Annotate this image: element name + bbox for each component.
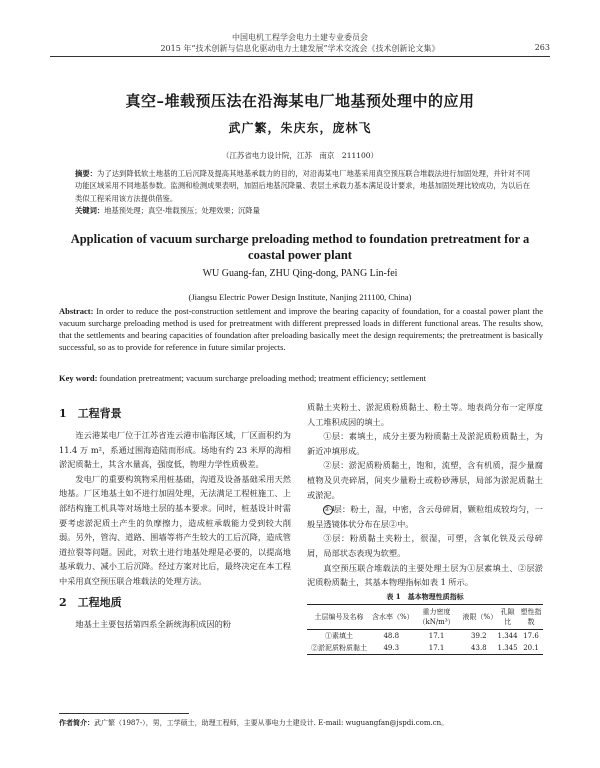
right-column <box>307 400 543 655</box>
table-cell: 20.1 <box>519 642 543 655</box>
table-header-cell: 孔隙比 <box>496 604 519 629</box>
table-row <box>307 629 543 642</box>
table-header-cell: 土层编号及名称 <box>307 604 371 629</box>
footnote-text: 武广繁（1987-），男，工学硕士，助理工程师，主要从事电力土建设计. E-mail: wuguangfan@jspdi.com.cn。 <box>94 719 449 727</box>
section-2-paragraph-1-start: 地基土主要包括第四系全新统海积成因的粉 <box>75 618 231 629</box>
table-header-cell: 塑性指数 <box>519 604 543 629</box>
table-cell: 17.1 <box>412 642 462 655</box>
abstract-cn <box>75 168 530 217</box>
table-header-row <box>307 604 543 629</box>
table-cell: 49.3 <box>371 642 412 655</box>
header-rule <box>50 56 550 57</box>
layer-2-1-text: 层：粉土，湿，中密，含云母碎屑，颗粒组成较均匀，一般呈透镜体状分布在层②中。 <box>307 504 543 529</box>
table-cell: ②淤泥质粉质黏土 <box>307 642 371 655</box>
table-1-caption: 表 1 基本物理性质指标 <box>386 591 464 601</box>
table-cell: 17.6 <box>519 629 543 642</box>
table-header-cell: 液限（%） <box>462 604 497 629</box>
abstract-en-label: Abstract: <box>59 306 94 316</box>
keywords-cn-text: 地基预处理；真空-堆载预压；处理效果；沉降量 <box>104 205 260 215</box>
section-2-paragraph-last: 真空预压联合堆载法的主要处理土层为①层素填土、②层淤泥质粉质黏土，其基本物理指标如表 1 所示。 <box>307 562 543 588</box>
paper-title-cn: 真空–堆载预压法在沿海某电厂地基预处理中的应用 <box>125 92 475 110</box>
author-footnote <box>59 718 549 728</box>
table-header-cell: 含水率（%） <box>371 604 412 629</box>
footnote-rule <box>59 713 189 714</box>
layer-2-1-marker: ②-1 <box>324 506 336 514</box>
table-cell: 1.344 <box>496 629 519 642</box>
table-row <box>307 642 543 655</box>
footnote-label: 作者简介： <box>59 718 94 727</box>
keywords-en <box>59 373 543 383</box>
layer-1-description: ①层：素填土，成分主要为粉质黏土及淤泥质粉质黏土，为新近冲填形成。 <box>307 431 543 456</box>
table-header-cell: 重力密度（kN/m³） <box>412 604 462 629</box>
layer-3-description: ③层：粉质黏土夹粉土，很湿，可塑，含氧化铁及云母碎屑，局部状态表现为软塑。 <box>307 533 543 558</box>
abstract-cn-paragraph <box>75 168 530 205</box>
section-1-heading: 1 工程背景 <box>59 407 122 420</box>
abstract-en-text: In order to reduce the post-construction settlement and improve the bearing capacity of foundation, for a coastal power plant the vacuum surcharge preloading method is used for pretreatment with different prepressed loads in different functional areas. The results show, that the settlements and bearing capacities of foundation after preloading basically meet the design requirements; the pretreatment is basically successful, so as to provide for reference in future similar projects. <box>59 306 543 353</box>
running-header-line2: 2015 年“技术创新与信息化驱动电力土建发展”学术交流会《技术创新论文集》 <box>160 44 440 53</box>
affiliation-cn: （江苏省电力设计院，江苏 南京 211100） <box>221 151 379 160</box>
section-2-paragraph-1-cont: 质黏土夹粉土、淤泥质粉质黏土、粉土等。地表尚分布一定厚度人工堆积成因的填土。 <box>307 402 543 427</box>
table-cell: 48.8 <box>371 629 412 642</box>
section-1-paragraph-2: 发电厂的重要构筑物采用桩基础，沟道及设备基础采用天然地基。厂区地基土如不进行加固处理，无法满足工程桩施工、上部结构施工机具等对场地土层的基本要求。同时，桩基设计时需要考虑淤泥质土产生的负摩擦力，造成桩承载能力受到较大削弱。另外，管沟、道路、围墙等将产生较大的工后沉降，造成管道拉裂等问题。因此，对软土进行地基处理是必要的，以提高地基承载力、减小工后沉降。经过方案对比后，最终决定在本工程中采用真空预压联合堆载法的处理方法。 <box>59 473 291 586</box>
keywords-cn <box>75 205 530 217</box>
affiliation-en: (Jiangsu Electric Power Design Institute, Nanjing 211100, China) <box>188 292 412 302</box>
keywords-en-label: Key word: <box>59 373 98 383</box>
keywords-cn-label: 关键词： <box>75 205 105 215</box>
keywords-en-text: foundation pretreatment; vacuum surcharge preloading method; treatment efficiency; settlement <box>99 373 426 383</box>
section-1-paragraph-1: 连云港某电厂位于江苏省连云港市临海区域，厂区面积约为 11.4 万 m²，系通过围海造陆而形成。场地有约 23 米厚的海相淤泥质黏土，其含水量高，强度低，物理力学性质极差。 <box>59 430 291 470</box>
authors-cn: 武广繁，朱庆东，庞林飞 <box>228 121 372 135</box>
table-cell: 1.345 <box>496 642 519 655</box>
table-cell: 39.2 <box>462 629 497 642</box>
table-cell: 17.1 <box>412 629 462 642</box>
table-cell: 43.8 <box>462 642 497 655</box>
running-header-line1: 中国电机工程学会电力土建专业委员会 <box>232 33 368 42</box>
abstract-cn-text: 为了达到降低软土地基的工后沉降及提高其地基承载力的目的，对沿海某电厂地基采用真空预压联合堆载法进行加固处理，并针对不同功能区域采用不同地基参数。监测和检测成果表明，加固后地基沉降量、表层土承载力基本满足设计要求，地基加固处理比较成功，为以后在类似工程采用该方法提供借鉴。 <box>75 169 531 203</box>
paper-title-en: Application of vacuum surcharge preloading method to foundation pretreatment for a coastal power plant <box>70 232 530 262</box>
layer-2-1-description <box>307 502 543 531</box>
table-1 <box>307 604 543 655</box>
section-2-heading: 2 工程地质 <box>59 595 122 609</box>
table-cell: ①素填土 <box>307 629 371 642</box>
left-column <box>59 400 291 631</box>
page-number: 263 <box>534 43 550 52</box>
abstract-en <box>59 305 543 353</box>
layer-2-description: ②层：淤泥质粉质黏土，饱和，流塑，含有机质，混少量腐植物及贝壳碎屑，间夹少量粉土或粉砂薄层，局部为淤泥质黏土或淤泥。 <box>307 460 543 500</box>
authors-en: WU Guang-fan, ZHU Qing-dong, PANG Lin-fei <box>202 268 398 279</box>
abstract-cn-label: 摘要： <box>75 169 98 178</box>
